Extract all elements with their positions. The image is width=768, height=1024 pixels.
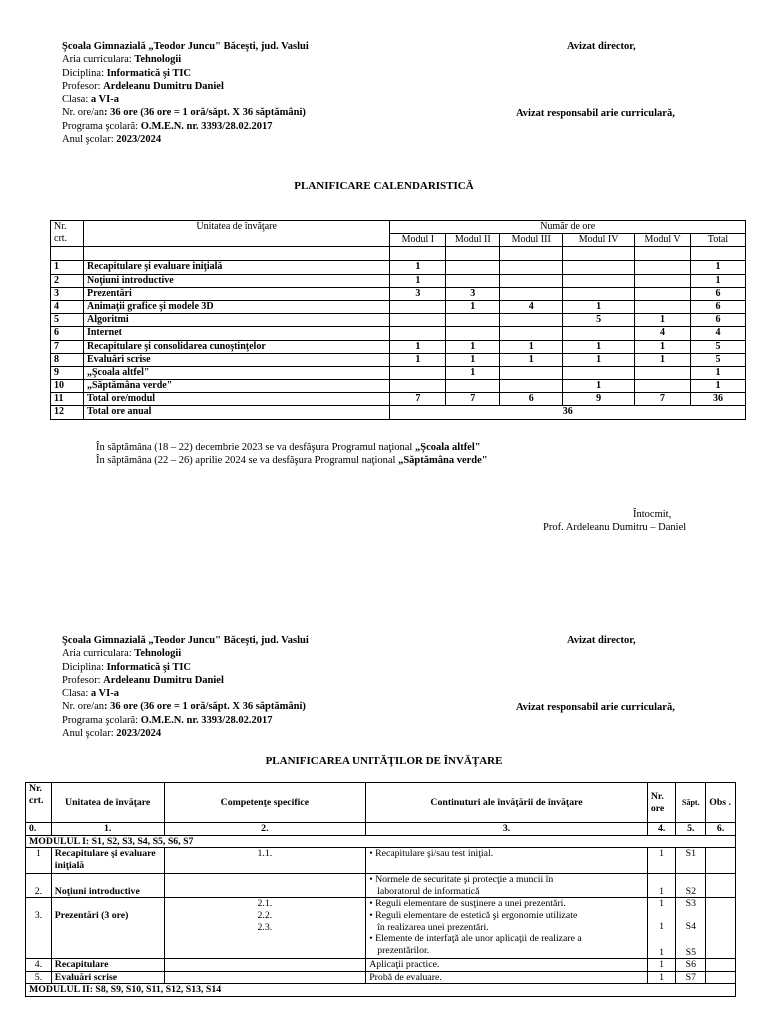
r3-comp-1: 2.1. xyxy=(257,898,273,910)
row-value: 1 xyxy=(563,353,635,366)
r3-unit: Prezentări (3 ore) xyxy=(51,898,164,959)
r1-cont: • Recapitulare şi/sau test iniţial. xyxy=(366,848,648,874)
r1-sapt: S1 xyxy=(676,848,706,874)
r3-comp xyxy=(164,898,366,959)
th-numar: Număr de ore xyxy=(390,221,746,234)
r3-ore xyxy=(647,898,676,959)
row-value: 6 xyxy=(691,314,746,327)
row-value: 9 xyxy=(563,393,635,406)
r2-nr: 2. xyxy=(26,874,52,898)
header-bottom xyxy=(62,634,362,740)
row-value: 1 xyxy=(635,314,691,327)
row-value xyxy=(500,327,563,340)
row-value: 7 xyxy=(635,393,691,406)
th-modul-2: Modul II xyxy=(446,234,500,247)
row-value: 1 xyxy=(691,380,746,393)
school-name-2: Şcoala Gimnazială „Teodor Juncu" Băceşti, jud. Vaslui xyxy=(62,635,309,646)
r3-ore-1: 1 xyxy=(659,898,665,910)
table-row xyxy=(51,380,746,393)
index-row xyxy=(26,823,736,836)
idx-5: 5. xyxy=(676,823,706,836)
r3-nr: 3. xyxy=(26,898,52,959)
table-row xyxy=(26,898,736,959)
r3-comp-2: 2.2. xyxy=(257,909,273,921)
nr-ore-value-2: : 36 ore (36 ore = 1 oră/săpt. X 36 săptămâni) xyxy=(104,701,306,713)
r1-unit: Recapitulare şi evaluare iniţială xyxy=(51,848,164,874)
row-value: 4 xyxy=(691,327,746,340)
row-name: Algoritmi xyxy=(83,314,389,327)
row-value: 7 xyxy=(390,393,446,406)
row-name: Recapitulare şi consolidarea cunoştinţelor xyxy=(83,340,389,353)
row-value: 1 xyxy=(390,274,446,287)
row-value: 1 xyxy=(446,366,500,379)
nr-ore-value: : 36 ore (36 ore = 1 oră/săpt. X 36 săptămâni) xyxy=(104,107,306,119)
signature-line-1: Întocmit, xyxy=(633,509,672,520)
an-value-2: 2023/2024 xyxy=(116,728,162,740)
row-value: 1 xyxy=(691,274,746,287)
module-2-label: MODULUL II: S8, S9, S10, S11, S12, S13, S14 xyxy=(26,984,736,997)
row-nr: 12 xyxy=(51,406,84,419)
clasa-value-2: a VI-a xyxy=(90,688,119,700)
row-value xyxy=(500,380,563,393)
table-row xyxy=(51,274,746,287)
table-row-total-anual xyxy=(51,406,746,419)
clasa-label-2: Clasa: xyxy=(62,688,91,700)
row-nr: 3 xyxy=(51,287,84,300)
disc-value: Informatică şi TIC xyxy=(106,67,192,79)
nr-ore-label-2: Nr. ore/an xyxy=(62,701,104,713)
r3-sapt-1: S3 xyxy=(685,898,696,910)
row-name: Recapitulare şi evaluare iniţială xyxy=(83,261,389,274)
row-value: 7 xyxy=(446,393,500,406)
avizat-responsabil-2: Avizat responsabil arie curriculară, xyxy=(516,702,675,713)
r1-obs xyxy=(706,848,736,874)
r3-cont-1: • Reguli elementare de susţinere a unei prezentări. xyxy=(369,898,566,910)
an-value: 2023/2024 xyxy=(116,134,162,146)
th2-obs: Obs . xyxy=(706,783,736,823)
disc-value-2: Informatică şi TIC xyxy=(106,661,192,673)
programa-label: Programa şcolară: xyxy=(62,120,141,132)
note-saptamana-verde xyxy=(96,454,488,467)
row-value: 1 xyxy=(691,261,746,274)
th2-sapt: Săpt. xyxy=(676,783,706,823)
r3-ore-2: 1 xyxy=(659,920,665,932)
r3-obs xyxy=(706,898,736,959)
prof-value-2: Ardeleanu Dumitru Daniel xyxy=(103,674,224,686)
row-nr: 4 xyxy=(51,300,84,313)
table-row xyxy=(51,287,746,300)
avizat-responsabil: Avizat responsabil arie curriculară, xyxy=(516,108,675,119)
programa-value-2: O.M.E.N. nr. 3393/28.02.2017 xyxy=(140,714,273,726)
prof-label: Profesor: xyxy=(62,80,104,92)
table-row xyxy=(51,393,746,406)
row-value xyxy=(500,274,563,287)
spacer-row xyxy=(51,247,746,261)
module-1-label: MODULUL I: S1, S2, S3, S4, S5, S6, S7 xyxy=(26,835,736,848)
idx-4: 4. xyxy=(647,823,676,836)
row-value: 1 xyxy=(390,353,446,366)
row-value: 3 xyxy=(390,287,446,300)
row-nr: 8 xyxy=(51,353,84,366)
school-name: Şcoala Gimnazială „Teodor Juncu" Băceşti, jud. Vaslui xyxy=(62,41,309,52)
row-value xyxy=(635,287,691,300)
row-value: 1 xyxy=(390,340,446,353)
th-modul-3: Modul III xyxy=(500,234,563,247)
prof-label-2: Profesor: xyxy=(62,674,104,686)
th-nr: Nr. crt. xyxy=(51,221,84,247)
row-value xyxy=(390,314,446,327)
row-value xyxy=(563,287,635,300)
row-value: 3 xyxy=(446,287,500,300)
programa-label-2: Programa şcolară: xyxy=(62,714,141,726)
row-value xyxy=(500,261,563,274)
r3-sapt xyxy=(676,898,706,959)
th-unit: Unitatea de învăţare xyxy=(83,221,389,247)
row-value xyxy=(500,366,563,379)
row-value xyxy=(446,261,500,274)
r5-unit: Evaluări scrise xyxy=(51,971,164,984)
row-value: 6 xyxy=(691,300,746,313)
clasa-label: Clasa: xyxy=(62,94,91,106)
r4-unit: Recapitulare xyxy=(51,959,164,972)
r5-nr: 5. xyxy=(26,971,52,984)
title-unitati: PLANIFICAREA UNITĂŢILOR DE ÎNVĂŢARE xyxy=(265,755,503,767)
row-name: Noţiuni introductive xyxy=(83,274,389,287)
row-value xyxy=(446,274,500,287)
idx-6: 6. xyxy=(706,823,736,836)
r2-comp xyxy=(164,874,366,898)
avizat-director-2: Avizat director, xyxy=(567,635,636,646)
th-total: Total xyxy=(691,234,746,247)
an-label: Anul şcolar: xyxy=(62,134,117,146)
th2-unit: Unitatea de învăţare xyxy=(51,783,164,823)
row-value xyxy=(390,300,446,313)
r5-comp xyxy=(164,971,366,984)
row-value: 1 xyxy=(635,353,691,366)
row-name: „Şcoala altfel" xyxy=(83,366,389,379)
row-value xyxy=(500,287,563,300)
r4-comp xyxy=(164,959,366,972)
table-row xyxy=(51,327,746,340)
row-total-anual-value: 36 xyxy=(390,406,746,419)
th2-comp: Competenţe specifice xyxy=(164,783,366,823)
idx-0: 0. xyxy=(26,823,52,836)
th2-ore: Nr. ore xyxy=(647,783,676,823)
row-nr: 5 xyxy=(51,314,84,327)
note-2-text: În săptămâna (22 – 26) aprilie 2024 se va desfăşura Programul naţional xyxy=(96,455,399,466)
table-row xyxy=(26,959,736,972)
row-value: 5 xyxy=(691,340,746,353)
th-modul-1: Modul I xyxy=(390,234,446,247)
r3-comp-3: 2.3. xyxy=(257,921,273,933)
row-value: 36 xyxy=(691,393,746,406)
row-name: Animaţii grafice şi modele 3D xyxy=(83,300,389,313)
row-value xyxy=(563,366,635,379)
r4-cont: Aplicaţii practice. xyxy=(366,959,648,972)
programa-value: O.M.E.N. nr. 3393/28.02.2017 xyxy=(140,120,273,132)
row-value xyxy=(563,327,635,340)
table-unitati xyxy=(25,782,736,997)
r2-cont-line-2: laboratorul de informatică xyxy=(377,885,480,897)
r3-cont xyxy=(366,898,648,959)
row-value xyxy=(635,261,691,274)
an-label-2: Anul şcolar: xyxy=(62,728,117,740)
row-value xyxy=(635,274,691,287)
disc-label: Diciplina: xyxy=(62,67,107,79)
row-name: Prezentări xyxy=(83,287,389,300)
table-row xyxy=(26,971,736,984)
r2-sapt: S2 xyxy=(676,874,706,898)
table-row xyxy=(51,300,746,313)
avizat-director: Avizat director, xyxy=(567,41,636,52)
aria-label: Aria curriculara: xyxy=(62,54,135,66)
row-value: 6 xyxy=(691,287,746,300)
signature-line-2: Prof. Ardeleanu Dumitru – Daniel xyxy=(543,522,687,533)
th2-nr: Nr. crt. xyxy=(26,783,52,823)
r2-cont-line-1: • Normele de securitate şi protecţie a muncii în xyxy=(369,874,554,886)
table-row xyxy=(51,340,746,353)
prof-value: Ardeleanu Dumitru Daniel xyxy=(103,80,224,92)
r1-nr: 1 xyxy=(26,848,52,874)
th-modul-5: Modul V xyxy=(635,234,691,247)
table-row xyxy=(26,848,736,874)
row-nr: 11 xyxy=(51,393,84,406)
note-scoala-altfel xyxy=(96,441,481,454)
r4-sapt: S6 xyxy=(676,959,706,972)
row-nr: 1 xyxy=(51,261,84,274)
row-value: 1 xyxy=(446,340,500,353)
row-value: 6 xyxy=(500,393,563,406)
row-value: 1 xyxy=(635,340,691,353)
aria-value: Tehnologii xyxy=(134,54,182,66)
table-row xyxy=(51,314,746,327)
row-value xyxy=(446,314,500,327)
nr-ore-label: Nr. ore/an xyxy=(62,107,104,119)
row-value xyxy=(500,314,563,327)
r3-cont-3: în realizarea unei prezentări. xyxy=(377,921,489,933)
idx-1: 1. xyxy=(51,823,164,836)
row-value xyxy=(390,327,446,340)
row-value: 1 xyxy=(563,380,635,393)
row-value xyxy=(563,261,635,274)
row-value: 5 xyxy=(563,314,635,327)
r2-unit: Noţiuni introductive xyxy=(51,874,164,898)
table-calendar xyxy=(50,220,746,420)
row-name: „Săptămâna verde" xyxy=(83,380,389,393)
row-nr: 10 xyxy=(51,380,84,393)
aria-label-2: Aria curriculara: xyxy=(62,648,135,660)
idx-3: 3. xyxy=(366,823,648,836)
row-value: 1 xyxy=(390,261,446,274)
r3-cont-2: • Reguli elementare de estetică şi ergonomie utilizate xyxy=(369,909,578,921)
r2-obs xyxy=(706,874,736,898)
row-value xyxy=(446,380,500,393)
r5-ore: 1 xyxy=(647,971,676,984)
row-nr: 2 xyxy=(51,274,84,287)
title-planificare: PLANIFICARE CALENDARISTICĂ xyxy=(294,180,474,192)
r3-sapt-3: S5 xyxy=(685,946,696,958)
row-value xyxy=(563,274,635,287)
module-2-row xyxy=(26,984,736,997)
note-2-bold: „Săptămâna verde" xyxy=(398,455,488,466)
clasa-value: a VI-a xyxy=(90,94,119,106)
row-value: 1 xyxy=(691,366,746,379)
r4-ore: 1 xyxy=(647,959,676,972)
row-name: Evaluări scrise xyxy=(83,353,389,366)
r4-obs xyxy=(706,959,736,972)
r2-ore: 1 xyxy=(647,874,676,898)
note-1-bold: „Şcoala altfel" xyxy=(414,442,481,453)
row-nr: 9 xyxy=(51,366,84,379)
th-modul-4: Modul IV xyxy=(563,234,635,247)
table-row xyxy=(51,261,746,274)
row-value xyxy=(635,380,691,393)
r4-nr: 4. xyxy=(26,959,52,972)
r5-cont: Probă de evaluare. xyxy=(366,971,648,984)
r1-comp: 1.1. xyxy=(164,848,366,874)
row-value xyxy=(635,300,691,313)
r3-sapt-2: S4 xyxy=(685,920,696,932)
note-1-text: În săptămâna (18 – 22) decembrie 2023 se va desfăşura Programul naţional xyxy=(96,442,415,453)
row-name: Internet xyxy=(83,327,389,340)
aria-value-2: Tehnologii xyxy=(134,648,182,660)
row-value: 1 xyxy=(446,353,500,366)
row-value: 1 xyxy=(563,300,635,313)
row-value: 4 xyxy=(500,300,563,313)
row-name: Total ore anual xyxy=(83,406,389,419)
row-name: Total ore/modul xyxy=(83,393,389,406)
row-nr: 6 xyxy=(51,327,84,340)
r3-cont-5: prezentărilor. xyxy=(377,944,430,956)
row-nr: 7 xyxy=(51,340,84,353)
r2-cont xyxy=(366,874,648,898)
disc-label-2: Diciplina: xyxy=(62,661,107,673)
row-value: 1 xyxy=(563,340,635,353)
row-value xyxy=(446,327,500,340)
row-value: 4 xyxy=(635,327,691,340)
table-row xyxy=(51,366,746,379)
r3-cont-4: • Elemente de interfaţă ale unor aplicaţii de realizare a xyxy=(369,933,582,945)
row-value xyxy=(390,380,446,393)
row-value: 1 xyxy=(446,300,500,313)
table-row xyxy=(26,874,736,898)
row-value xyxy=(635,366,691,379)
row-value xyxy=(390,366,446,379)
th2-cont: Continuturi ale învăţării de învăţare xyxy=(366,783,648,823)
r3-ore-3: 1 xyxy=(659,946,665,958)
r1-ore: 1 xyxy=(647,848,676,874)
row-value: 1 xyxy=(500,340,563,353)
header-top xyxy=(62,40,362,146)
module-1-row xyxy=(26,835,736,848)
row-value: 5 xyxy=(691,353,746,366)
row-value: 1 xyxy=(500,353,563,366)
r5-sapt: S7 xyxy=(676,971,706,984)
r5-obs xyxy=(706,971,736,984)
table-row xyxy=(51,353,746,366)
idx-2: 2. xyxy=(164,823,366,836)
